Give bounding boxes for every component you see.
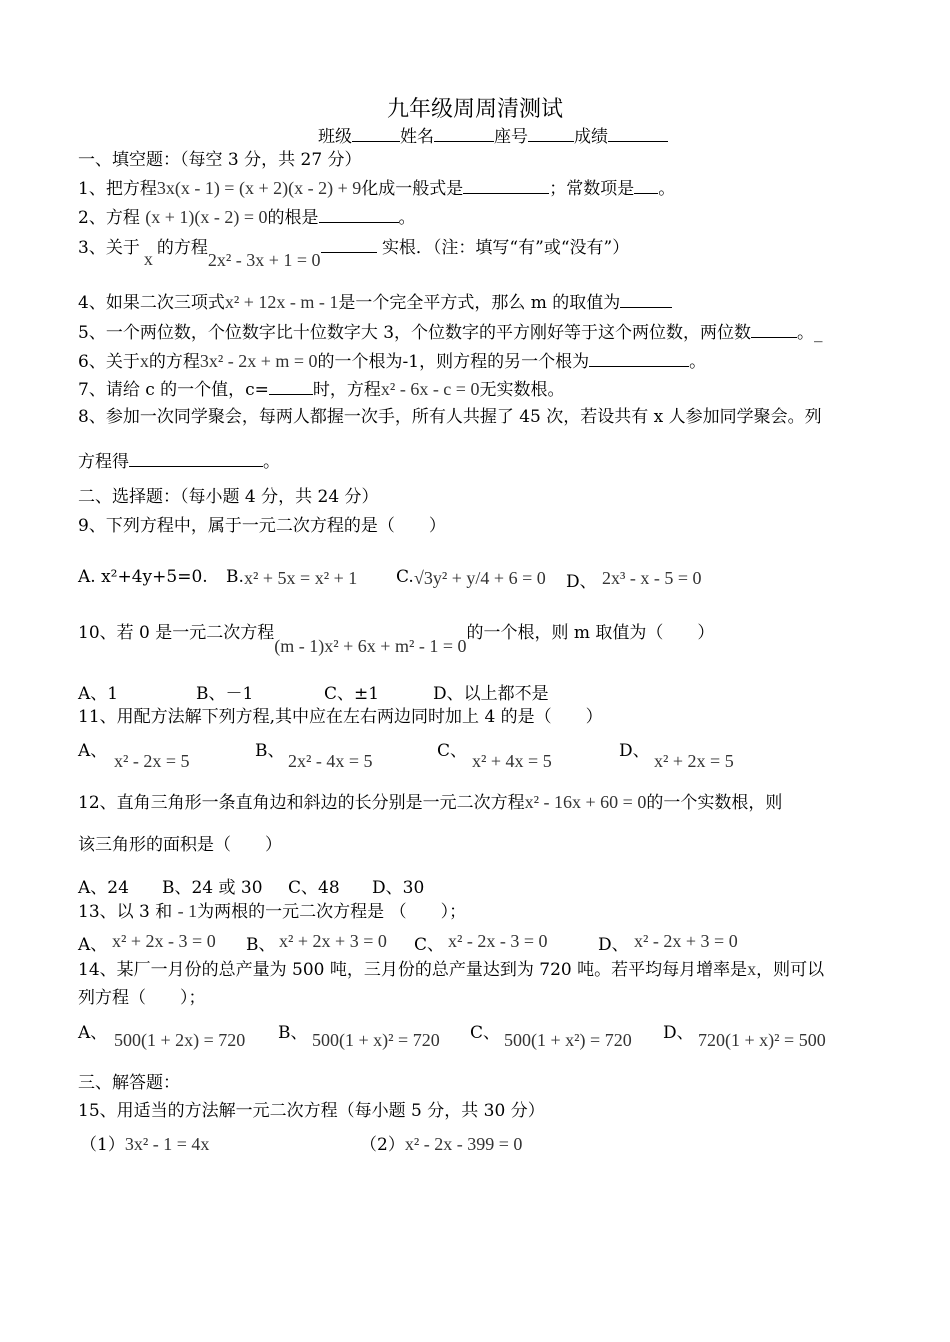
q3-text-b: 的方程: [156, 238, 208, 258]
class-label: 班级: [318, 127, 352, 147]
q14-option-b-label: B、: [278, 1023, 308, 1043]
q9-option-b: x² + 5x = x² + 1: [244, 568, 358, 588]
q1-blank-2: [634, 177, 658, 194]
question-14-line2: 列方程（ ）；: [78, 988, 206, 1008]
question-8-line2: [78, 450, 280, 473]
q10-option-c: C、±1: [324, 684, 380, 704]
score-blank: [608, 125, 668, 142]
q2-text: 2、方程: [78, 208, 140, 228]
seat-blank: [528, 125, 574, 142]
question-12: [78, 791, 782, 814]
q8-end: 。: [263, 452, 280, 472]
score-label: 成绩: [574, 127, 608, 147]
q13-option-b-label: B、: [246, 935, 276, 955]
question-13: [78, 900, 466, 923]
q13-option-c: x² - 2x - 3 = 0: [448, 931, 548, 951]
question-8-line1: 8、参加一次同学聚会，每两人都握一次手，所有人共握了 45 次，若设共有 x 人参加同学聚会。列: [78, 407, 822, 427]
q8-text-b: 方程得: [78, 452, 129, 472]
q4-text-b: 是一个完全平方式，那么 m 的取值为: [338, 293, 621, 313]
seat-label: 座号: [494, 127, 528, 147]
q12-equation: x² - 16x + 60 = 0: [524, 792, 647, 812]
q11-option-d: x² + 2x = 5: [654, 751, 734, 771]
q12-option-c: C、48: [288, 878, 340, 898]
q15-part-1: [80, 1130, 209, 1155]
q5-text: 5、一个两位数，个位数字比十位数字大 3，个位数字的平方刚好等于这个两位数，两位数: [78, 323, 752, 343]
q14-option-c: 500(1 + x²) = 720: [504, 1030, 632, 1050]
question-4: [78, 291, 672, 314]
q10-text-b: 的一个根，则 m 取值为（ ）: [466, 623, 715, 643]
section2-heading: 二、选择题：（每小题 4 分，共 24 分）: [78, 487, 379, 507]
q14-option-a: 500(1 + 2x) = 720: [114, 1030, 246, 1050]
q6-text: 6、关于: [78, 352, 140, 372]
q15-part-2-equation: x² - 2x - 399 = 0: [404, 1134, 523, 1154]
q14-option-d: 720(1 + x)² = 500: [698, 1030, 826, 1050]
q1-text-b: 化成一般式是: [361, 179, 464, 199]
class-blank: [352, 125, 400, 142]
q13-option-a-label: A、: [78, 935, 108, 955]
q11-option-c: x² + 4x = 5: [472, 751, 552, 771]
q6-end: 。: [689, 352, 707, 372]
q14-option-c-label: C、: [470, 1023, 501, 1043]
q11-option-d-label: D、: [619, 741, 650, 761]
q13-option-b: x² + 2x + 3 = 0: [279, 931, 387, 951]
question-10: [78, 621, 715, 656]
q10-text: 10、若 0 是一元二次方程: [78, 623, 275, 643]
question-9: 9、下列方程中，属于一元二次方程的是（ ）: [78, 516, 446, 536]
q10-option-b: B、－1: [196, 684, 254, 704]
q9-option-b-label: B.: [226, 567, 244, 587]
q10-option-a: A、1: [78, 684, 119, 704]
q6-blank: [589, 350, 689, 367]
q12-option-b: B、24 或 30: [162, 878, 263, 898]
q7-equation: x² - 6x - c = 0: [380, 379, 480, 399]
q13-option-d: x² - 2x + 3 = 0: [634, 931, 738, 951]
q13-option-d-label: D、: [598, 935, 629, 955]
q1-text: 1、把方程: [78, 179, 157, 199]
q13-number: - 1: [177, 901, 198, 921]
q12-text: 12、直角三角形一条直角边和斜边的长分别是一元二次方程: [78, 793, 525, 813]
q11-option-a: x² - 2x = 5: [114, 751, 190, 771]
q3-blank: [321, 236, 377, 253]
q9-option-c: √3y² + y/4 + 6 = 0: [414, 568, 546, 588]
q1-blank: [463, 177, 549, 194]
question-6: [78, 350, 706, 373]
q11-option-b-label: B、: [255, 741, 285, 761]
q1-text-c: ；常数项是: [549, 179, 635, 199]
question-2: [78, 206, 416, 229]
q9-option-c-label: C.: [396, 567, 414, 587]
header-info: [318, 122, 668, 147]
q9-option-d: 2x³ - x - 5 = 0: [602, 568, 702, 588]
q4-blank: [620, 291, 672, 308]
q15-part-1-equation: 3x² - 1 = 4x: [124, 1134, 210, 1154]
q9-option-a: A. x²+4y+5=0.: [78, 567, 208, 587]
question-15: 15、用适当的方法解一元二次方程（每小题 5 分，共 30 分）: [78, 1101, 545, 1121]
q5-end: 。_: [797, 323, 823, 343]
q14-option-a-label: A、: [78, 1023, 108, 1043]
page-title: 九年级周周清测试: [386, 97, 563, 122]
q13-text-b: 为两根的一元二次方程是 （ ）；: [197, 902, 467, 922]
question-11: 11、用配方法解下列方程,其中应在左右两边同时加上 4 的是（ ）: [78, 707, 603, 727]
q12-option-a: A、24: [78, 878, 129, 898]
question-1: [78, 177, 675, 200]
q15-part-2: [360, 1130, 522, 1155]
q5-blank: [751, 321, 797, 338]
q11-option-a-label: A、: [78, 741, 108, 761]
q6-text-c: 的一个根为-1，则方程的另一个根为: [317, 352, 590, 372]
q12-option-d: D、30: [372, 878, 425, 898]
q7-blank: [269, 378, 313, 395]
section3-heading: 三、解答题：: [78, 1073, 180, 1093]
q10-equation: (m - 1)x² + 6x + m² - 1 = 0: [274, 636, 467, 656]
q3-text-c: 实根．（注：填写“有”或“没有”）: [381, 238, 630, 258]
q14-option-d-label: D、: [663, 1023, 694, 1043]
q6-var-x: x: [139, 351, 149, 371]
question-14: [78, 958, 824, 981]
name-blank: [434, 125, 494, 142]
q7-text-c: 无实数根。: [479, 380, 565, 400]
q15-part-2-label: （2）: [360, 1135, 405, 1155]
q7-text: 7、请给 c 的一个值，c=: [78, 380, 269, 400]
q7-text-b: 时，方程: [312, 380, 381, 400]
q13-text: 13、以 3 和: [78, 902, 173, 922]
q2-blank: [319, 206, 399, 223]
q10-option-d: D、以上都不是: [433, 684, 549, 704]
question-3: [78, 236, 630, 270]
q9-option-d-label: D、: [566, 572, 597, 592]
q4-equation: x² + 12x - m - 1: [224, 292, 339, 312]
q3-text: 3、关于: [78, 238, 140, 258]
q2-end: 。: [398, 208, 416, 228]
q12-text-b: 的一个实数根，则: [646, 793, 783, 813]
q1-equation: 3x(x - 1) = (x + 2)(x - 2) + 9: [156, 178, 362, 198]
q3-var-x: x: [143, 249, 153, 269]
question-5: [78, 321, 823, 344]
q1-end: 。: [658, 179, 676, 199]
q3-equation: 2x² - 3x + 1 = 0: [207, 250, 321, 270]
q13-option-a: x² + 2x - 3 = 0: [112, 931, 216, 951]
q6-equation: 3x² - 2x + m = 0: [199, 351, 318, 371]
q6-text-b: 的方程: [148, 352, 200, 372]
question-12-line2: 该三角形的面积是（ ）: [78, 835, 282, 855]
section1-heading: 一、填空题：（每空 3 分，共 27 分）: [78, 150, 362, 170]
q4-text: 4、如果二次三项式: [78, 293, 225, 313]
q14-text-b: ，则可以: [756, 960, 825, 980]
name-label: 姓名: [400, 127, 434, 147]
q14-text: 14、某厂一月份的总产量为 500 吨，三月份的总产量达到为 720 吨。若平均每月增率是: [78, 960, 748, 980]
q14-option-b: 500(1 + x)² = 720: [312, 1030, 440, 1050]
question-7: [78, 378, 564, 401]
q8-blank: [129, 450, 263, 467]
q2-equation: (x + 1)(x - 2) = 0: [145, 207, 268, 227]
q11-option-c-label: C、: [437, 741, 468, 761]
q13-option-c-label: C、: [414, 935, 445, 955]
q15-part-1-label: （1）: [80, 1135, 125, 1155]
q11-option-b: 2x² - 4x = 5: [288, 751, 373, 771]
q14-var-x: x: [747, 959, 757, 979]
q2-text-b: 的根是: [267, 208, 319, 228]
